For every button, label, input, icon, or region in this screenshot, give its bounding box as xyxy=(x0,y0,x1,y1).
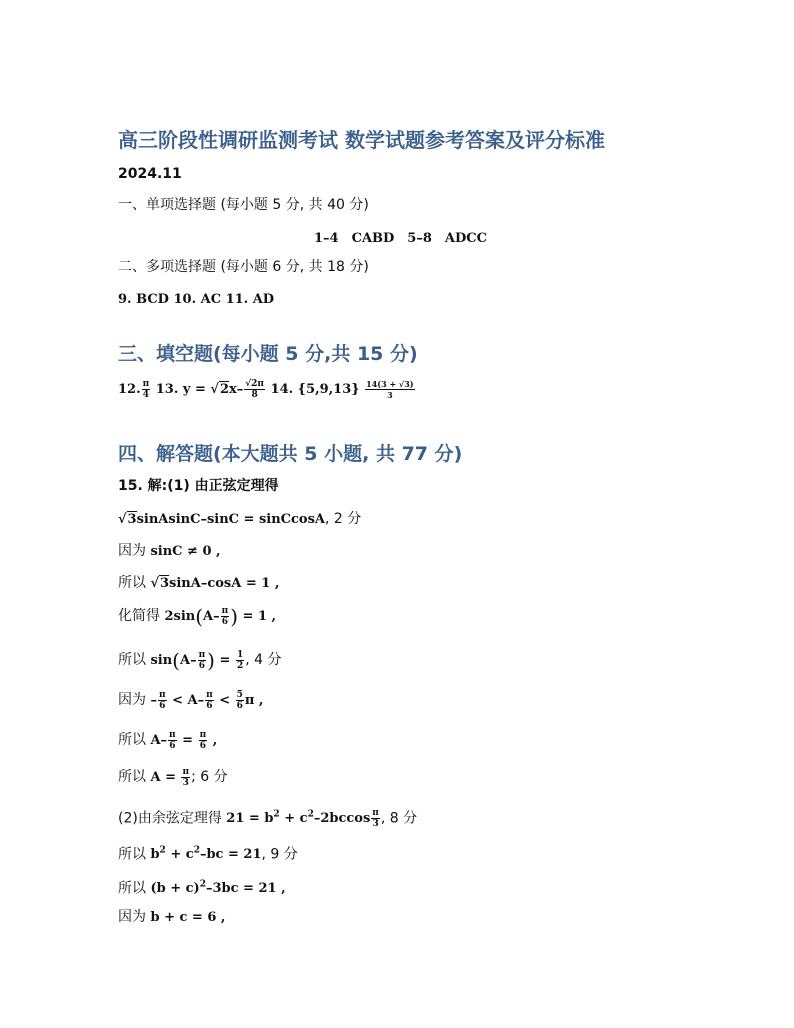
section-multi-choice: 二、多项选择题 (每小题 6 分, 共 18 分) xyxy=(118,259,369,275)
answers-multi-choice: 9. BCD 10. AC 11. AD xyxy=(118,292,275,307)
answers-single-choice: 1–4 CABD 5–8 ADCC xyxy=(314,231,487,246)
word-law-of-cosines: (2)由余弦定理得 xyxy=(118,810,222,827)
q15-step-9: (2)由余弦定理得 $21 = b^2 + c^2-2bccos$ $\frac{\pi}{3}$ , 8 分 xyxy=(118,808,418,830)
word-therefore: 所以 xyxy=(118,846,146,863)
q15-step-6: 因为 – $\frac{\pi}{6}$ < A– $\frac{\pi}{6}$ < $\frac{5}{6}$ π , xyxy=(118,690,264,711)
q15-step-7: 所以 A– $\frac{\pi}{6}$ = $\frac{\pi}{6}$ , xyxy=(118,730,218,751)
points-9: , 9 分 xyxy=(261,846,298,863)
points-2: , 2 分 xyxy=(325,511,362,527)
word-therefore: 所以 xyxy=(118,880,146,897)
word-therefore: 所以 xyxy=(118,575,146,591)
q15-heading: 15. 解:(1) 由正弦定理得 xyxy=(118,478,279,494)
doc-date: 2024.11 xyxy=(118,166,182,182)
section-answers: 四、解答题(本大题共 5 小题, 共 77 分) xyxy=(118,443,463,465)
word-therefore: 所以 xyxy=(118,769,146,785)
q15-step-1: √3sinAsinC–sinC = sinCcosA, 2 分 xyxy=(118,511,362,527)
word-therefore: 所以 xyxy=(118,652,146,668)
q15-step-4: 化简得 2sin(A– $\frac{\pi}{6}$ ) = 1 , xyxy=(118,604,277,629)
word-because: 因为 xyxy=(118,909,146,925)
word-because: 因为 xyxy=(118,543,146,559)
points-8: , 8 分 xyxy=(380,810,418,827)
answers-fill-blank: 12. $\frac{\pi}{4}$ 13. y = √2x– $\frac{√2\pi}{8}$ 14. {5,9,13} $\frac{14(3 + √3)}{3}$ xyxy=(118,379,414,400)
word-because: 因为 xyxy=(118,692,146,708)
points-6: ; 6 分 xyxy=(191,769,228,785)
q15-step-5: 所以 sin(A– $\frac{\pi}{6}$ ) = $\frac{1}{2}$ , 4 分 xyxy=(118,648,282,673)
q15-step-8: 所以 A = $\frac{\pi}{3}$ ; 6 分 xyxy=(118,767,228,788)
word-simplify: 化简得 xyxy=(118,608,160,624)
q15-step-11: 所以 $(b + c)^2-3bc = 21$ , xyxy=(118,880,286,897)
doc-title: 高三阶段性调研监测考试 数学试题参考答案及评分标准 xyxy=(118,128,605,152)
section-fill-blank: 三、填空题(每小题 5 分,共 15 分) xyxy=(118,343,418,365)
q15-step-2: 因为 sinC ≠ 0 , xyxy=(118,543,221,559)
section-single-choice: 一、单项选择题 (每小题 5 分, 共 40 分) xyxy=(118,197,369,213)
word-therefore: 所以 xyxy=(118,732,146,748)
q15-step-12: 因为 b + c = 6 , xyxy=(118,909,226,925)
q15-step-10: 所以 $b^2 + c^2-bc = 21$, 9 分 xyxy=(118,846,298,863)
points-4: , 4 分 xyxy=(245,652,282,668)
q15-step-3: 所以 √3sinA–cosA = 1 , xyxy=(118,575,280,591)
